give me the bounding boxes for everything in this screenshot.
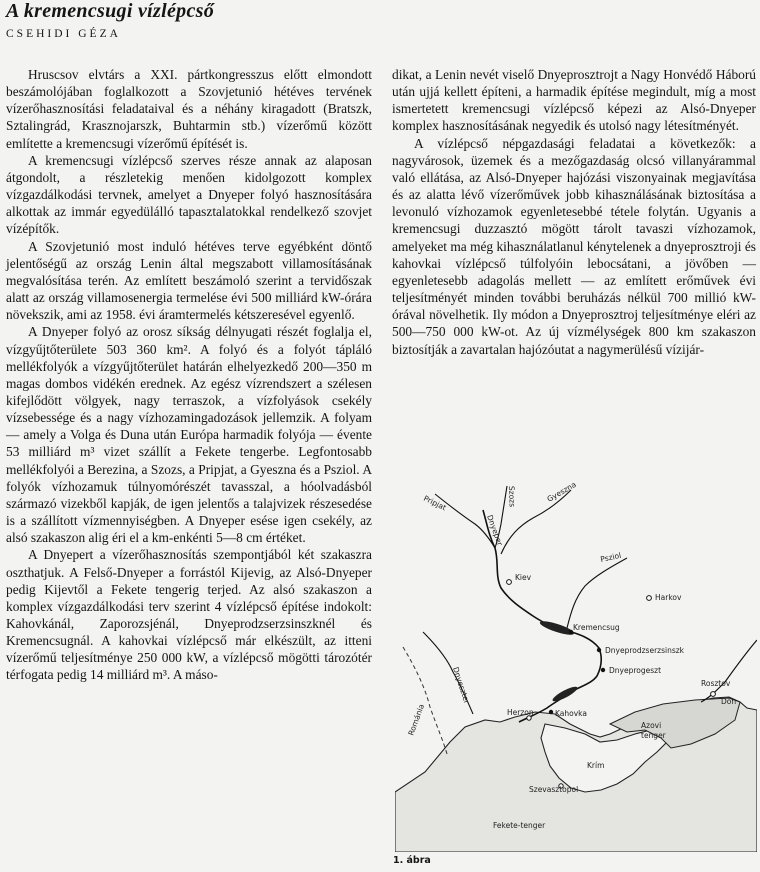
right-column <box>392 66 756 358</box>
don-river <box>701 640 757 702</box>
romania-border <box>403 647 447 754</box>
map-label-herzon: Herzon <box>507 708 534 717</box>
map-label-dnyeprogeszt: Dnyeprogeszt <box>609 666 662 675</box>
map-label-tenger: tenger <box>641 731 666 740</box>
dnyeprogeszt-marker <box>601 668 605 672</box>
paragraph: dikat, a Lenin nevét viselő Dnyeprosztrojt a Nagy Honvédő Háború után ujjá kellett építeni, a harmadik építése megindult, míg a most ismertetett kremencsugi vízlépcső képezi az Alsó-Dnyeper komplex hasznosításának negyedik és utolsó nagy létesítményét. <box>392 67 756 134</box>
map-label-romania: Románia <box>406 702 427 737</box>
map-label-dnyeszter: Dnyeszter <box>451 665 472 705</box>
kiev-marker <box>507 580 512 585</box>
figure-caption: 1. ábra <box>393 855 431 866</box>
map-label-pripjat: Pripjat <box>422 493 448 513</box>
map-label-kremencsug: Kremencsug <box>573 623 620 632</box>
kahovka-marker <box>549 710 553 714</box>
paragraph: Hruscsov elvtárs a XXI. pártkongresszus előtt elmondott beszámolójában foglalkozott a Szovjetunió hétéves tervének vízerőhasznosítási feladataival és a néhány kiragadott (Bratszk, Sztalingrád, Krasznojarszk, Buhtarmin stb.) vízerőmű között említette a kremencsugi vízerőmű építését is. <box>6 67 372 151</box>
rosztov-marker <box>711 692 716 697</box>
paragraph: A kremencsugi vízlépcső szerves része annak az alaposan átgondolt, a részletekig menően kidolgozott komplex vízgazdálkodási tervnek, amelyet a Dnyeper folyó hasznosítására alkottak az immár egyedülálló tapasztalatokkal rendelkező szovjet vízépítők. <box>6 152 372 237</box>
map-label-krim: Krím <box>587 761 605 770</box>
paragraph: A Dnyepert a vízerőhasznosítás szempontjából két szakaszra oszthatjuk. A Felső-Dnyeper a forrástól Kijevig, az Alsó-Dnyeper pedig Kijevtől a Fekete tengerig terjed. Az alsó szakaszon a komplex vízgazdálkodási terv szerint 4 vízlépcső építése indokolt: Kahovkánál, Zaporozsjénál, Dnyeprodzserzsinszknél és Kremencsugnál. A kahovkai vízlépcső már elkészült, az itteni vízerőmű teljesítménye 250 000 kW, a vízlépcső mögötti tározótér térfogata pedig 14 milliárd m³. A máso- <box>6 547 372 683</box>
article-author: CSEHIDI GÉZA <box>6 28 121 40</box>
map-label-kahovka: Kahovka <box>555 709 587 718</box>
map-label-harkov: Harkov <box>655 593 682 602</box>
map-label-psziol: Psziol <box>599 550 622 564</box>
map-label-dnyeper: Dnyeper <box>485 513 505 547</box>
paragraph: A Dnyeper folyó az orosz síkság délnyugati részét foglalja el, vízgyűjtőterülete 503 360 km². A folyó és a folyót tápláló mellékfolyók a vízgyűjtőterület határán elhelyezkedő 200—350 m magas dombos vidékén erednek. Az egész vízrendszert a szélesen kifejlődött völgyek, nagy terraszok, a vízfolyások csekély vízsebessége és a nagy vízhozamingadozások jellemzik. A folyam — amely a Volga és Duna után Európa harmadik folyója — évente 53 milliárd m³ vizet szállít a Fekete tengerbe. Legfontosabb mellékfolyói a Berezina, a Szozs, a Pripjat, a Gyeszna és a Psziol. A folyók vízhozamuk túlnyomórészét tavasszal, a hóolvadásból származó vizekből kapják, de igen jelentős a talajvizek részesedése is a szállított vízmennyiségben. A Dnyeper esése igen csekély, az alsó szakaszon alig éri el a km-enkénti 5—8 cm értéket. <box>6 324 372 546</box>
kremencsug-reservoir <box>539 619 576 638</box>
map-label-szozs: Szozs <box>507 485 517 508</box>
paragraph: A vízlépcső népgazdasági feladatai a következők: a nagyvárosok, üzemek és a mezőgazdaság olcsó villanyárammal való ellátása, az Alsó-Dnyeper hajózási viszonyainak megjavítása és az alatta lévő vízerőművek jobb kihasználásának biztosítása a levonuló vízhozamok egyenletesebbé tétele folytán. Ugyanis a kremencsugi duzzasztó mögött tárolt tavaszi vízhozamok, amelyeket ma még kihasználatlanul kénytelenek a dnyeprosztroji és kahovkai vízlépcső túlfolyóin lebocsátani, a jövőben — egyenletesebb adagolás mellett — az említett erőművek évi teljesítményét minden további beruházás nélkül 700 millió kW-órával növelhetik. Ily módon a Dnyeprosztroj teljesítménye eléri az 500—750 000 kW-ot. Az új vízmélységek 800 km szakaszon biztosítják a zavartalan hajózóutat a nagymerülésű vízijár- <box>392 135 757 357</box>
map-label-dnyeprodzserzsinszk: Dnyeprodzserzsinszk <box>605 646 685 655</box>
map-label-gyeszna: Gyeszna <box>545 479 578 504</box>
map-label-kiev: Kiev <box>515 573 532 582</box>
harkov-marker <box>647 596 652 601</box>
kahovka-reservoir <box>551 684 579 703</box>
article-title: A kremencsugi vízlépcső <box>6 0 215 22</box>
map-label-szevasztopol: Szevasztopol <box>529 785 579 794</box>
dnieper-map <box>395 472 757 852</box>
left-column <box>6 66 372 684</box>
map-label-azovi: Azovi <box>641 721 662 730</box>
map-label-don: Don <box>721 697 737 706</box>
dnyeprodzserzsinszk-marker <box>597 648 601 652</box>
psziol-river <box>567 558 627 628</box>
map-label-fekete-tenger: Fekete-tenger <box>493 821 546 830</box>
paragraph: A Szovjetunió most induló hétéves terve egyébként döntő jelentőségű az ország Lenin által megszabott villamosításának megvalósítása terén. Az említett beszámoló szerint a tervidőszak alatt az ország villamosenergia termelése évi 500 milliárd kW-órára növekszik, ami az 1958. évi áramtermelés kétszeresével egyenlő. <box>6 238 372 323</box>
map-label-rosztov: Rosztov <box>701 679 731 688</box>
